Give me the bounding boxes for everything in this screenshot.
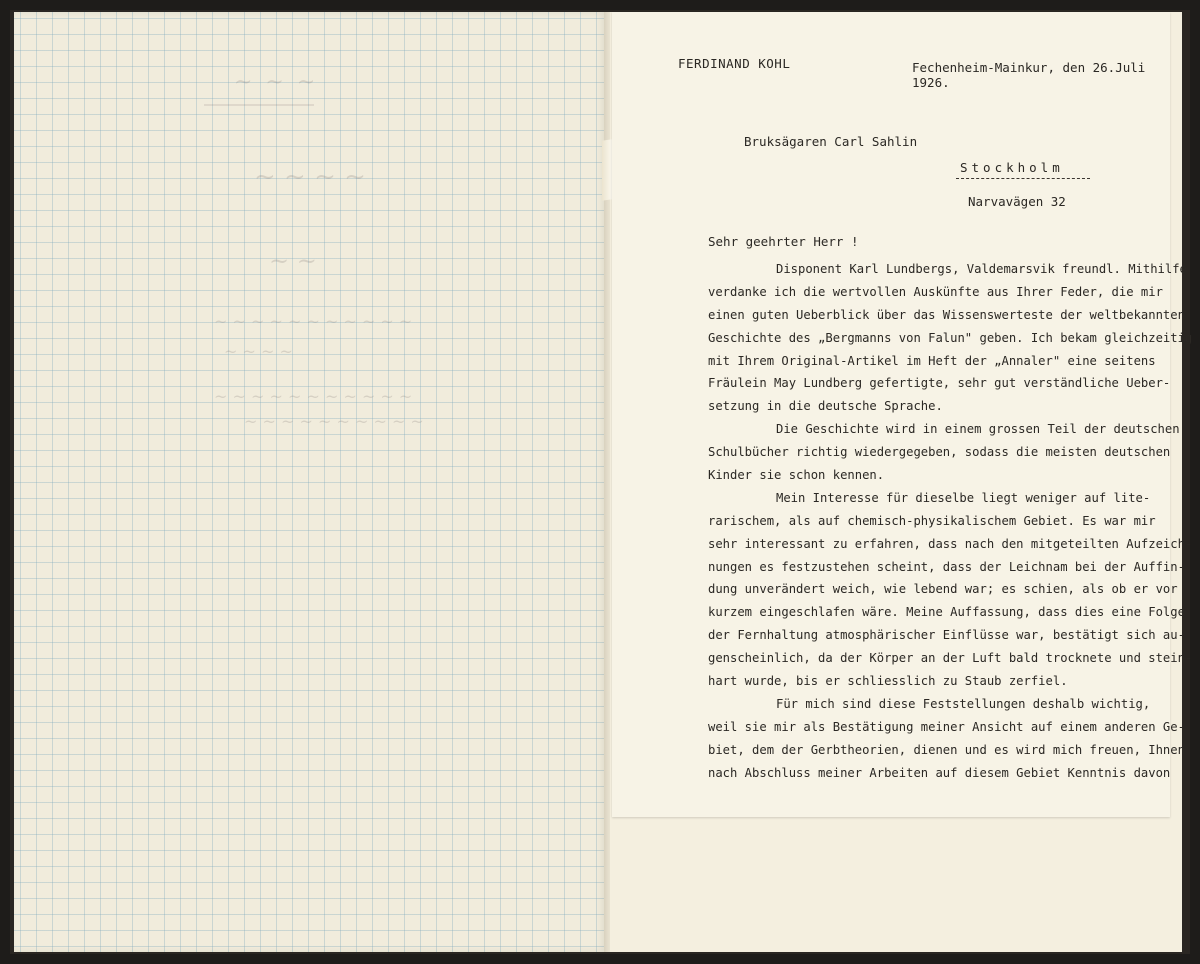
letter-body-line: Kinder sie schon kennen. bbox=[708, 468, 885, 483]
city-underline bbox=[956, 178, 1090, 179]
letter-body-line: weil sie mir als Bestätigung meiner Ansicht auf einem anderen Ge- bbox=[708, 719, 1185, 734]
bleed-through-mark: ~ ~ ~ ~ ~ ~ ~ ~ ~ ~ ~ bbox=[214, 387, 413, 406]
bleed-through-mark: ~ ~ ~ ~ bbox=[224, 342, 293, 361]
letter-street: Narvavägen 32 bbox=[968, 194, 1066, 209]
letter-body-line: rarischem, als auf chemisch-physikalischem Gebiet. Es war mir bbox=[708, 513, 1156, 528]
letter-body-line: setzung in die deutsche Sprache. bbox=[708, 399, 943, 414]
letter-body-line: verdanke ich die wertvollen Auskünfte aus Ihrer Feder, die mir bbox=[708, 284, 1163, 299]
letter-body-line: Mein Interesse für dieselbe liegt weniger auf lite- bbox=[776, 490, 1151, 505]
typed-letter bbox=[612, 12, 1193, 817]
bleed-through-mark: ~ ~ ~ ~ bbox=[254, 162, 366, 192]
letter-dateline: Fechenheim-Mainkur, den 26.Juli 1926. bbox=[912, 60, 1146, 90]
bleed-through-mark: ~ ~ ~ ~ ~ ~ ~ ~ ~ ~ ~ bbox=[214, 312, 413, 331]
bleed-through-mark bbox=[204, 104, 314, 106]
letter-body-line: nungen es festzustehen scheint, dass der Leichnam bei der Auffin- bbox=[708, 559, 1185, 574]
letter-body-line: kurzem eingeschlafen wäre. Meine Auffassung, dass dies eine Folge bbox=[708, 605, 1185, 620]
letter-body-line: dung unverändert weich, wie lebend war; es schien, als ob er vor bbox=[708, 582, 1178, 597]
letter-body-line: der Fernhaltung atmosphärischer Einflüsse war, bestätigt sich au- bbox=[708, 628, 1185, 643]
letter-body-line: biet, dem der Gerbtheorien, dienen und es wird mich freuen, Ihnen bbox=[708, 742, 1185, 757]
bleed-through-mark: ~ ~ bbox=[269, 247, 317, 275]
letter-body-line: Für mich sind diese Feststellungen deshalb wichtig, bbox=[776, 696, 1151, 711]
letter-city: Stockholm bbox=[960, 160, 1064, 175]
paper-tear bbox=[602, 139, 612, 200]
letter-body-line: Die Geschichte wird in einem grossen Teil der deutschen bbox=[776, 422, 1180, 437]
bleed-through-mark: ~ ~ ~ ~ ~ ~ ~ ~ ~ ~ bbox=[244, 412, 424, 431]
letter-body-line: hart wurde, bis er schliesslich zu Staub zerfiel. bbox=[708, 674, 1068, 689]
letter-body-line: einen guten Ueberblick über das Wissenswerteste der weltbekannten bbox=[708, 307, 1185, 322]
letterhead-sender: FERDINAND KOHL bbox=[678, 56, 791, 71]
bleed-through-mark: ~ ~ ~ bbox=[234, 70, 319, 95]
letter-body-line: genscheinlich, da der Körper an der Luft bald trocknete und stein- bbox=[708, 651, 1193, 666]
letter-body-line: Fräulein May Lundberg gefertigte, sehr gut verständliche Ueber- bbox=[708, 376, 1171, 391]
letter-body-line: Schulbücher richtig wiedergegeben, sodass die meisten deutschen bbox=[708, 445, 1171, 460]
letter-body-line: mit Ihrem Original-Artikel im Heft der „Annaler" eine seitens bbox=[708, 353, 1156, 368]
letter-body-line: Disponent Karl Lundbergs, Valdemarsvik freundl. Mithilfe bbox=[776, 262, 1187, 276]
letter-body-line: Geschichte des „Bergmanns von Falun" geben. Ich bekam gleichzeitig bbox=[708, 330, 1193, 345]
letter-body-line: nach Abschluss meiner Arbeiten auf diesem Gebiet Kenntnis davon bbox=[708, 765, 1171, 780]
grid-paper-page bbox=[14, 12, 606, 952]
letter-body-line: sehr interessant zu erfahren, dass nach den mitgeteilten Aufzeich- bbox=[708, 536, 1193, 551]
letter-addressee: Bruksägaren Carl Sahlin bbox=[744, 134, 918, 149]
letter-salutation: Sehr geehrter Herr ! bbox=[708, 234, 859, 249]
letter-body bbox=[708, 258, 1193, 784]
